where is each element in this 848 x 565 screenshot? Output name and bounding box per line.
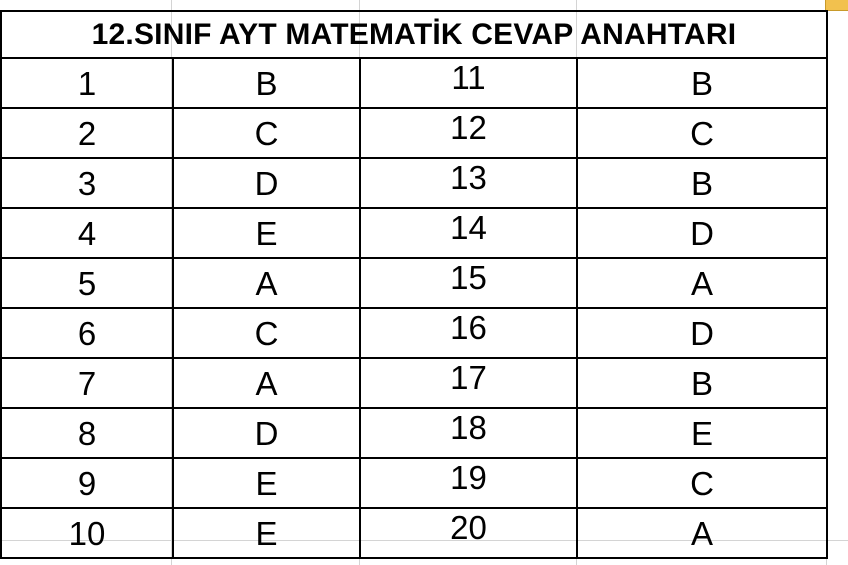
table-row <box>1 358 827 408</box>
table-row <box>1 458 827 508</box>
question-number-cell[interactable]: 4 <box>1 208 173 258</box>
title-row <box>1 11 827 58</box>
answer-cell[interactable]: D <box>173 158 360 208</box>
question-number-cell[interactable]: 6 <box>1 308 173 358</box>
question-number-cell[interactable]: 8 <box>1 408 173 458</box>
question-number-cell[interactable]: 14 <box>360 208 577 258</box>
table-row <box>1 508 827 558</box>
question-number-cell[interactable]: 5 <box>1 258 173 308</box>
question-number-cell[interactable]: 12 <box>360 108 577 158</box>
table-row <box>1 208 827 258</box>
question-number-cell[interactable]: 17 <box>360 358 577 408</box>
question-number-cell[interactable]: 13 <box>360 158 577 208</box>
table-row <box>1 408 827 458</box>
question-number-cell[interactable]: 9 <box>1 458 173 508</box>
answer-cell[interactable]: A <box>577 258 827 308</box>
answer-cell[interactable]: B <box>173 58 360 108</box>
answer-cell[interactable]: B <box>577 158 827 208</box>
question-number-cell[interactable]: 20 <box>360 508 577 558</box>
question-number-cell[interactable]: 2 <box>1 108 173 158</box>
table-row <box>1 158 827 208</box>
answer-cell[interactable]: E <box>173 458 360 508</box>
answer-cell[interactable]: C <box>577 108 827 158</box>
answer-cell[interactable]: D <box>173 408 360 458</box>
question-number-cell[interactable]: 15 <box>360 258 577 308</box>
answer-key-table <box>0 10 828 559</box>
question-number-cell[interactable]: 11 <box>360 58 577 108</box>
answer-cell[interactable]: B <box>577 58 827 108</box>
question-number-cell[interactable]: 18 <box>360 408 577 458</box>
answer-cell[interactable]: E <box>173 508 360 558</box>
question-number-cell[interactable]: 16 <box>360 308 577 358</box>
answer-cell[interactable]: A <box>577 508 827 558</box>
answer-cell[interactable]: B <box>577 358 827 408</box>
selected-cell-marker <box>825 0 848 11</box>
answer-cell[interactable]: C <box>173 308 360 358</box>
answer-cell[interactable]: A <box>173 358 360 408</box>
question-number-cell[interactable]: 1 <box>1 58 173 108</box>
answer-cell[interactable]: D <box>577 208 827 258</box>
title-cell[interactable] <box>1 11 827 58</box>
answer-key-region <box>0 10 828 559</box>
question-number-cell[interactable]: 3 <box>1 158 173 208</box>
page-title: 12.SINIF AYT MATEMATİK CEVAP ANAHTARI <box>91 17 737 51</box>
answer-cell[interactable]: A <box>173 258 360 308</box>
answer-cell[interactable]: D <box>577 308 827 358</box>
answer-cell[interactable]: C <box>173 108 360 158</box>
answer-cell[interactable]: E <box>577 408 827 458</box>
question-number-cell[interactable]: 19 <box>360 458 577 508</box>
answer-cell[interactable]: C <box>577 458 827 508</box>
table-row <box>1 58 827 108</box>
question-number-cell[interactable]: 7 <box>1 358 173 408</box>
answer-cell[interactable]: E <box>173 208 360 258</box>
table-row <box>1 108 827 158</box>
table-row <box>1 308 827 358</box>
table-row <box>1 258 827 308</box>
question-number-cell[interactable]: 10 <box>1 508 173 558</box>
